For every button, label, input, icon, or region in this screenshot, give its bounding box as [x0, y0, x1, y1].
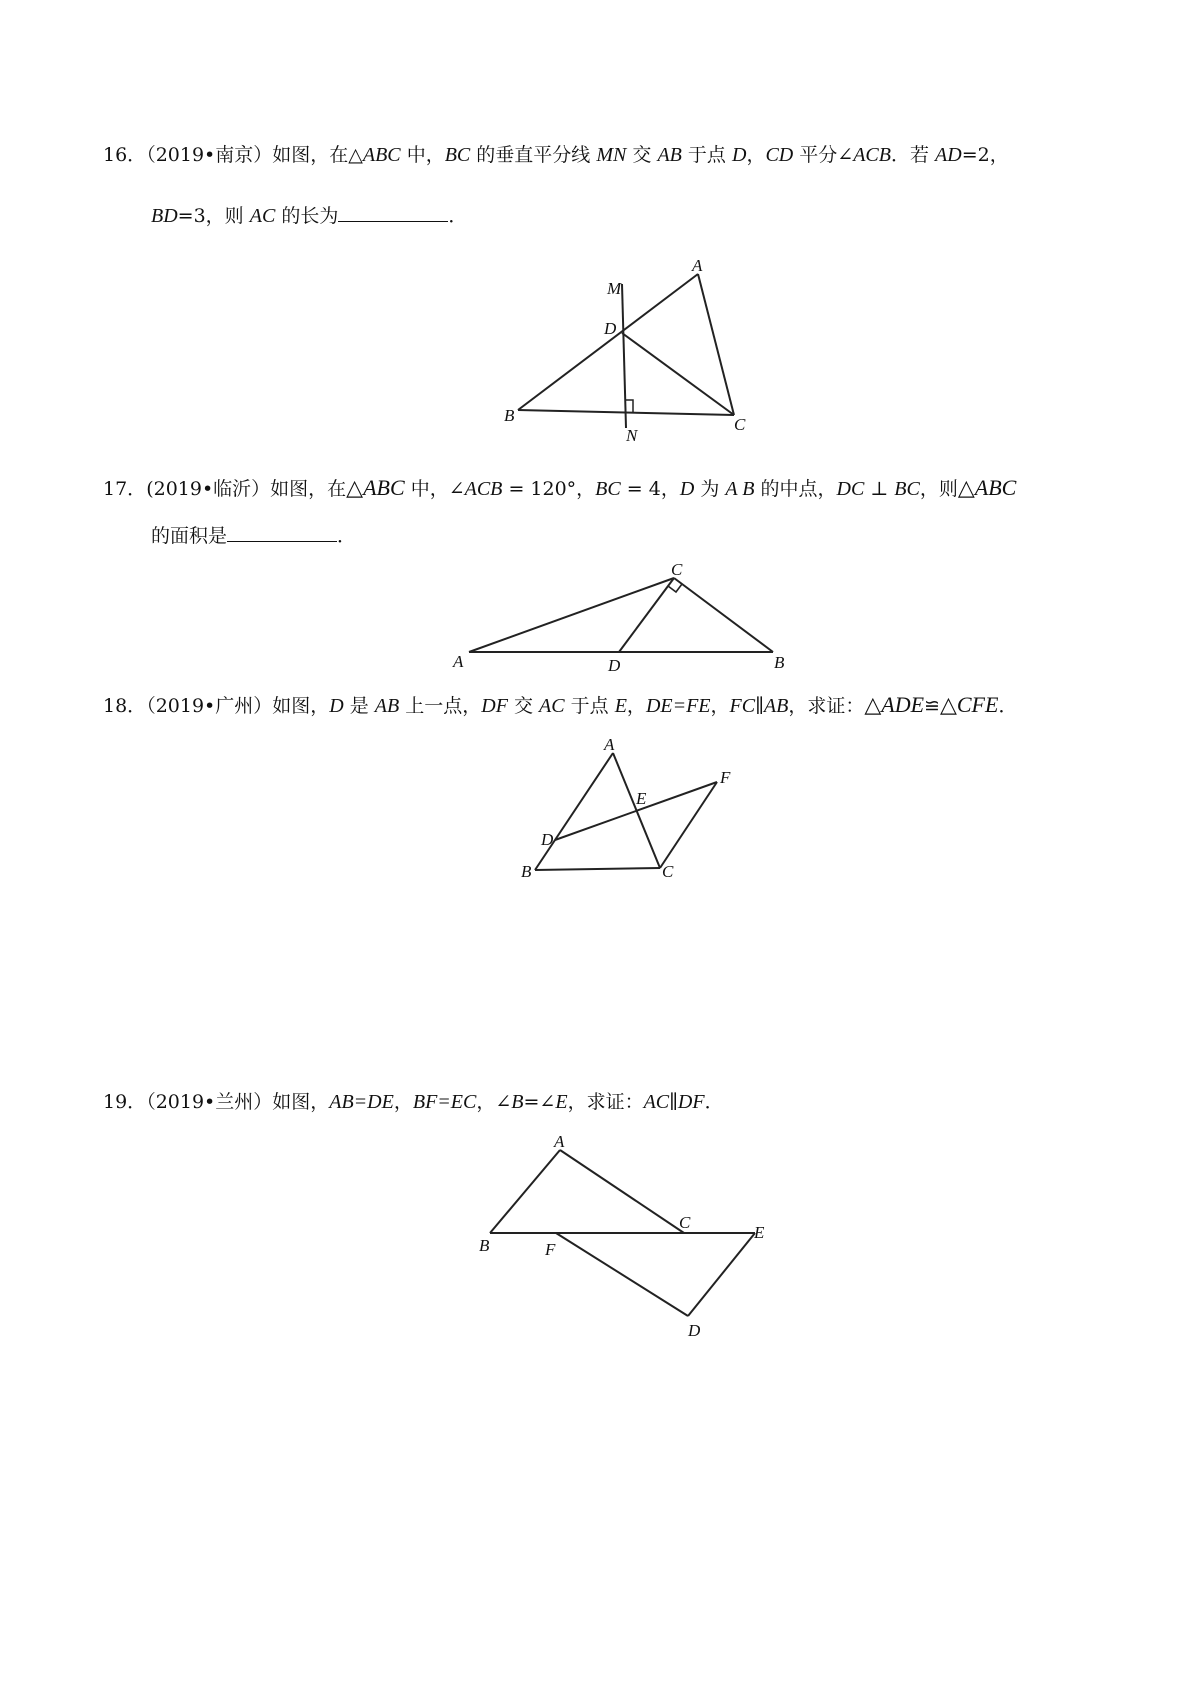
segment-CB [674, 578, 773, 652]
problem-text: = 4， [620, 478, 680, 500]
problem-text: ，求证： [567, 1091, 644, 1113]
label-N: N [626, 426, 638, 445]
label-B: B [479, 1236, 490, 1255]
segment-BC [535, 868, 660, 870]
problem-number: 17． [103, 478, 147, 500]
triangle-symbol: △ [939, 693, 957, 718]
figure-17 [440, 555, 800, 675]
label-C: C [679, 1213, 691, 1232]
problem-19-line-1 [103, 1090, 724, 1114]
segment-AB [490, 1150, 560, 1233]
math-var: D [679, 478, 695, 500]
problem-text: 中， [400, 144, 445, 166]
label-B: B [521, 862, 532, 881]
math-var: ACB [853, 144, 891, 166]
problem-text: =2， [961, 144, 1009, 166]
figure-18 [510, 735, 731, 881]
math-var: CD [765, 144, 794, 166]
label-A: A [692, 256, 703, 275]
figure-19 [470, 1125, 790, 1340]
problem-source: (2019•临沂）如图，在 [146, 478, 347, 500]
problem-text: ， [710, 695, 730, 717]
label-A: A [554, 1132, 565, 1151]
math-var: AB [374, 695, 400, 717]
math-var: ABC [974, 475, 1017, 500]
problem-text: 是 [343, 695, 375, 717]
math-var: DF [481, 695, 508, 717]
problem-text: 的垂直平分线 [470, 144, 597, 166]
problem-text: ， [746, 144, 766, 166]
label-F: F [545, 1240, 556, 1259]
math-var: AB [763, 695, 789, 717]
problem-text: ． [337, 525, 357, 547]
problem-source: （2019•兰州）如图， [146, 1091, 330, 1113]
problem-16-line-1 [103, 143, 1009, 167]
triangle-symbol: △ [348, 144, 363, 166]
problem-text: 于点 [564, 695, 615, 717]
segment-FC [660, 782, 717, 868]
math-var: A B [725, 478, 755, 500]
segment-AC [469, 578, 674, 652]
math-var: ABC [362, 144, 401, 166]
math-var: BD [151, 205, 178, 227]
math-var: MN [596, 144, 627, 166]
problem-text: ∥ [755, 695, 764, 717]
segment-ED [688, 1233, 755, 1316]
segment-AC [560, 1150, 684, 1233]
label-C: C [662, 862, 674, 881]
math-var: B [511, 1091, 524, 1113]
problem-17-line-1 [103, 476, 1016, 501]
problem-text: 平分∠ [793, 144, 854, 166]
problem-number: 18． [103, 695, 147, 717]
label-E: E [754, 1223, 765, 1242]
math-var: E [614, 695, 627, 717]
math-var: D [329, 695, 344, 717]
segment-AB [535, 753, 613, 870]
triangle-symbol: △ [957, 476, 975, 501]
math-var: AD [935, 144, 962, 166]
problem-text: 于点 [681, 144, 732, 166]
problem-text: = 120°， [502, 478, 596, 500]
math-var: AC [249, 205, 276, 227]
problem-text: ⊥ [864, 478, 895, 500]
math-var: ADE [881, 692, 925, 717]
problem-source: （2019•广州）如图， [146, 695, 330, 717]
label-B: B [774, 653, 785, 672]
math-var: D [731, 144, 747, 166]
problem-text: ．若 [891, 144, 936, 166]
triangle-symbol: △ [864, 693, 882, 718]
problem-17-line-2 [151, 523, 356, 548]
problem-text: ， [626, 695, 646, 717]
problem-16-line-2 [151, 203, 467, 228]
math-var: ABC [363, 475, 405, 500]
problem-text: 上一点， [399, 695, 482, 717]
problem-text: 为 [694, 478, 726, 500]
math-var: BC [894, 478, 920, 500]
math-var: CFE [956, 692, 999, 717]
answer-blank[interactable] [227, 523, 337, 542]
label-D: D [608, 656, 621, 675]
math-var: AB [657, 144, 682, 166]
math-var: AC [643, 1091, 670, 1113]
label-A: A [604, 735, 615, 754]
label-F: F [720, 768, 731, 787]
math-var: DF [677, 1091, 705, 1113]
answer-blank[interactable] [338, 203, 448, 222]
math-var: BC [595, 478, 621, 500]
problem-number: 16． [103, 144, 147, 166]
label-M: M [607, 279, 622, 298]
segment-AC [698, 274, 734, 415]
label-D: D [688, 1321, 701, 1340]
segment-FD [556, 1233, 688, 1316]
label-C: C [734, 415, 746, 434]
problem-18-line-1 [103, 693, 1017, 718]
problem-text: 的中点， [754, 478, 837, 500]
math-var: DE=FE [645, 695, 711, 717]
problem-text: ，则 [919, 478, 958, 500]
math-var: AB=DE [329, 1091, 394, 1113]
congruent-symbol: ≌ [924, 695, 940, 717]
problem-text: 的长为 [275, 205, 339, 227]
math-var: ACB [464, 478, 503, 500]
label-A: A [453, 652, 464, 671]
triangle-symbol: △ [346, 476, 364, 501]
math-var: AC [539, 695, 565, 717]
line-MN [622, 284, 626, 428]
right-angle-mark [668, 584, 682, 592]
math-var: BF=EC [412, 1091, 477, 1113]
problem-text: 交 [507, 695, 540, 717]
problem-number: 19． [103, 1091, 147, 1113]
problem-text: ， [393, 1091, 413, 1113]
label-B: B [504, 406, 515, 425]
problem-text: ． [998, 695, 1018, 717]
problem-text: ． [704, 1091, 724, 1113]
problem-text: 交 [626, 144, 658, 166]
problem-text: 的面积是 [151, 525, 228, 547]
problem-text: ． [448, 205, 468, 227]
math-var: DC [836, 478, 865, 500]
problem-source: （2019•南京）如图，在 [146, 144, 349, 166]
label-D: D [604, 319, 617, 338]
math-var: BC [444, 144, 471, 166]
problem-text: ∥ [669, 1091, 678, 1113]
segment-DC [619, 578, 674, 652]
math-var: FC [729, 695, 756, 717]
math-var: E [555, 1091, 568, 1113]
problem-text: =∠ [523, 1091, 556, 1113]
figure-16 [480, 256, 746, 445]
problem-text: 中，∠ [404, 478, 465, 500]
label-C: C [671, 560, 683, 579]
problem-text: =3，则 [177, 205, 250, 227]
label-E: E [636, 789, 647, 808]
label-D: D [541, 830, 554, 849]
problem-text: ，求证： [788, 695, 865, 717]
problem-text: ，∠ [476, 1091, 512, 1113]
